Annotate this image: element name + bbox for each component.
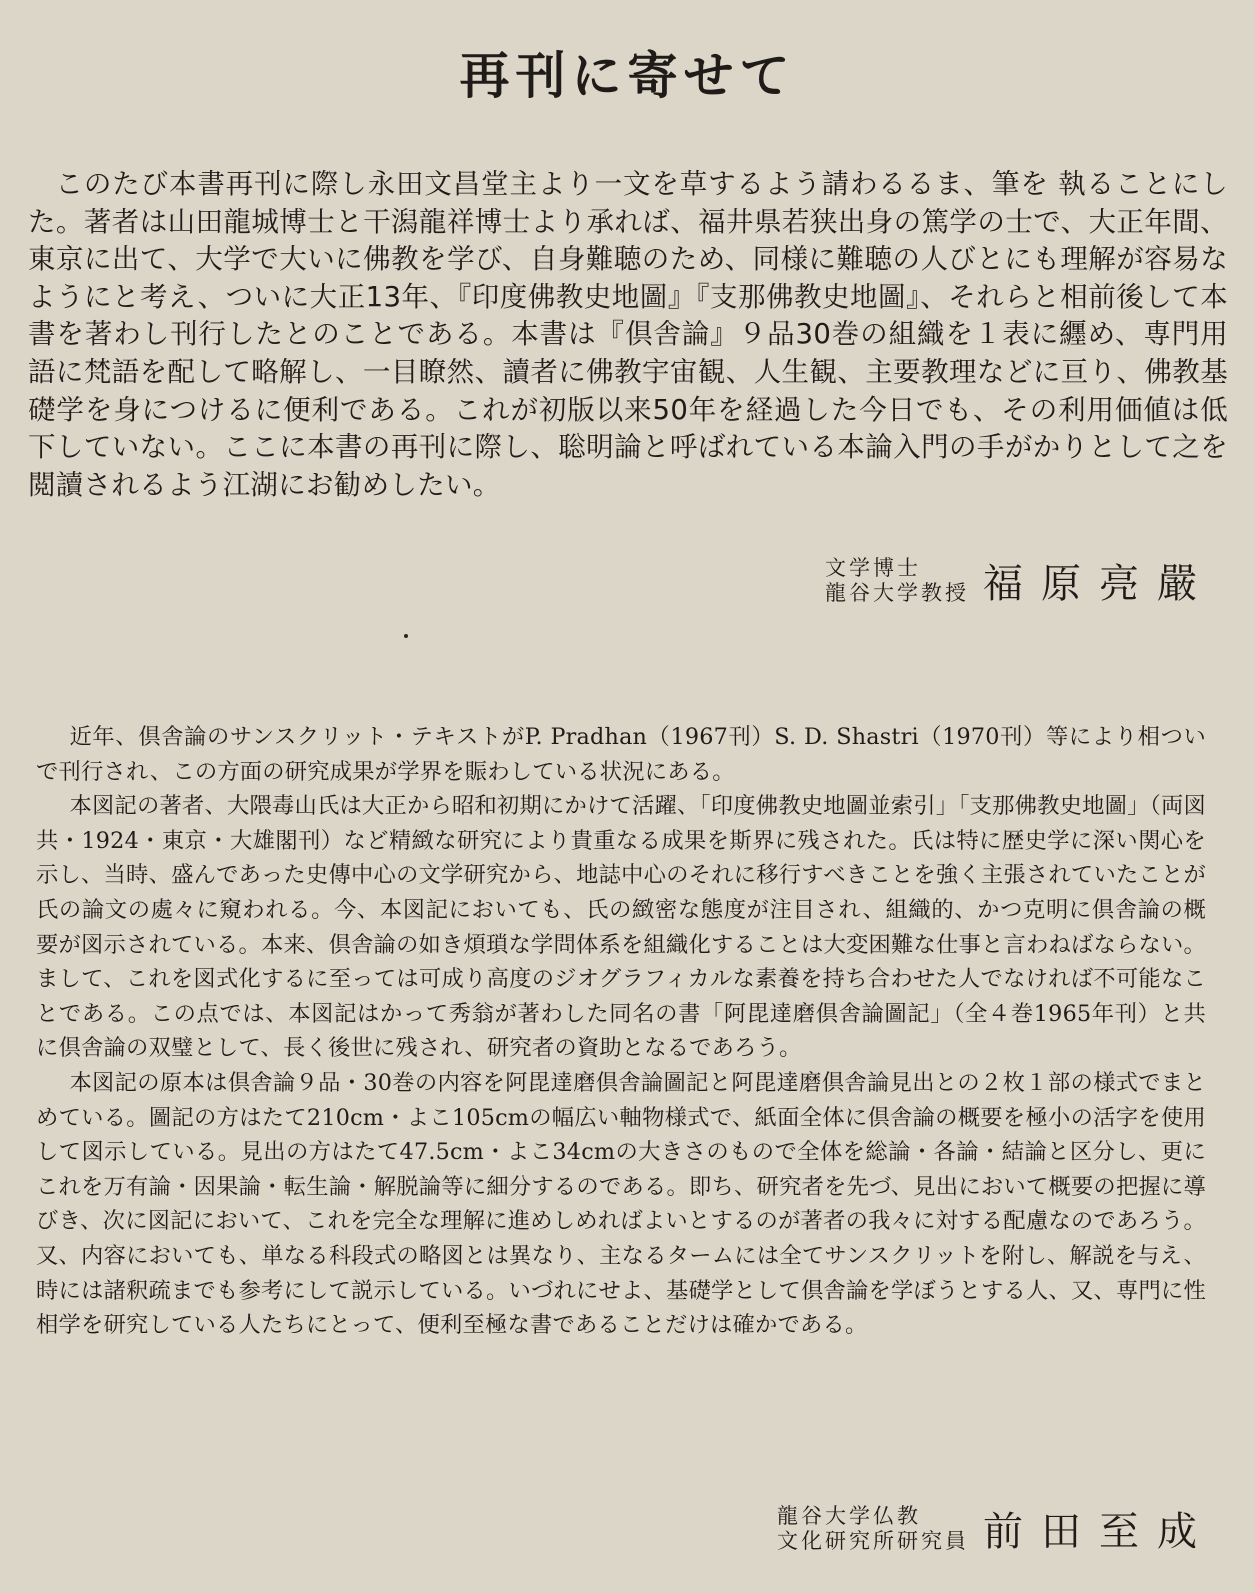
page-title: 再刊に寄せて	[459, 47, 796, 105]
affiliation-line: 龍谷大学教授	[825, 580, 969, 605]
commentary-paragraph: 本図記の著者、大隈毒山氏は大正から昭和初期にかけて活躍、「印度佛教史地圖並索引」「支那佛教史地圖」（両図共・1924・東京・大雄閣刊）など精緻な研究により貴重なる成果を斯界に残された。氏は特に歴史学に深い関心を示し、当時、盛んであった史傳中心の文学研究から、地誌中心のそれに移行すべきことを強く主張されていたことが氏の論文の處々に窺われる。今、本図記においても、氏の緻密な態度が注目され、組織的、かつ克明に倶舎論の概要が図示されている。本来、倶舎論の如き煩瑣な学問体系を組織化することは大変困難な仕事と言わねばならない。まして、これを図式化するに至っては可成り高度のジオグラフィカルな素養を持ち合わせた人でなければ不可能なことである。この点では、本図記はかって秀翁が著わした同名の書「阿毘達磨倶舎論圖記」（全４巻1965年刊）と共に倶舎論の双璧として、長く後世に残され、研究者の資助となるであろう。	[36, 793, 1206, 1062]
affiliation-line: 龍谷大学仏教	[777, 1503, 921, 1528]
reprint-foreword-paragraph: このたび本書再刊に際し永田文昌堂主より一文を草するよう請わるるま、筆を 執ることにした。著者は山田龍城博士と干潟龍祥博士より承れば、福井県若狭出身の篤学の士で、大正年間、東京に出て、大学で大いに佛教を学び、自身難聴のため、同様に難聴の人びとにも理解が容易なようにと考え、ついに大正13年、『印度佛教史地圖』『支那佛教史地圖』、それらと相前後して本書を著わし刊行したとのことである。本書は『倶舎論』９品30巻の組織を１表に纒め、専門用語に梵語を配して略解し、一目瞭然、讀者に佛教宇宙観、人生観、主要教理などに亘り、佛教基礎学を身につけるに便利である。これが初版以来50年を経過した今日でも、その利用価値は低下していない。ここに本書の再刊に際し、聡明論と呼ばれている本論入門の手がかりとして之を閲讀されるよう江湖にお勧めしたい。	[28, 168, 1228, 501]
commentary-section	[36, 720, 1206, 1343]
print-speck	[404, 634, 408, 638]
commentary-paragraph: 近年、倶舎論のサンスクリット・テキストがP. Pradhan（1967刊）S. D. Shastri（1970刊）等により相ついで刊行され、この方面の研究成果が学界を賑わしている状況にある。	[36, 724, 1206, 785]
affiliation-line: 文学博士	[825, 555, 921, 580]
signature-maeda	[777, 1500, 1215, 1557]
signature-affiliation	[825, 556, 969, 606]
signature-fukuhara	[825, 552, 1215, 609]
signature-affiliation	[777, 1504, 969, 1554]
signature-name: 福原亮嚴	[983, 561, 1215, 607]
commentary-paragraph: 本図記の原本は倶舎論９品・30巻の内容を阿毘達磨倶舎論圖記と阿毘達磨倶舎論見出との２枚１部の様式でまとめている。圖記の方はたて210cm・よこ105cmの幅広い軸物様式で、紙面全体に倶舎論の概要を極小の活字を使用して図示している。見出の方はたて47.5cm・よこ34cmの大きさのもので全体を総論・各論・結論と区分し、更にこれを万有論・因果論・転生論・解脱論等に細分するのである。即ち、研究者を先づ、見出において概要の把握に導びき、次に図記において、これを完全な理解に進めしめればよいとするのが著者の我々に対する配慮なのであろう。又、内容においても、単なる科段式の略図とは異なり、主なるタームには全てサンスクリットを附し、解説を与え、時には諸釈疏までも参考にして説示している。いづれにせよ、基礎学として倶舎論を学ぼうとする人、又、専門に性相学を研究している人たちにとって、便利至極な書であることだけは確かである。	[36, 1069, 1206, 1339]
signature-name: 前田至成	[983, 1509, 1215, 1555]
affiliation-line: 文化研究所研究員	[777, 1528, 969, 1553]
